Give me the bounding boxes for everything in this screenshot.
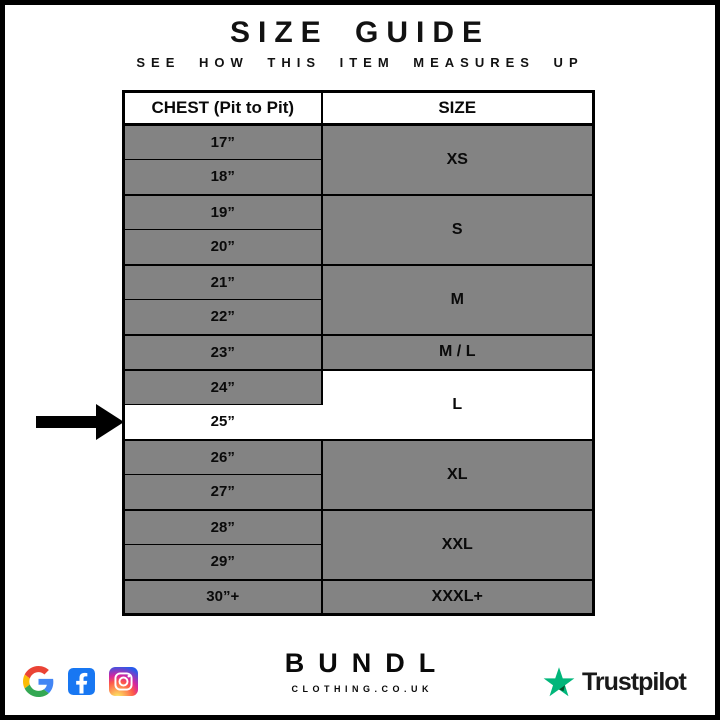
trustpilot-label: Trustpilot <box>582 667 686 696</box>
size-cell: XXXL+ <box>322 580 594 615</box>
table-header-chest: CHEST (Pit to Pit) <box>124 92 322 125</box>
chest-cell: 29” <box>124 545 322 580</box>
table-row <box>124 265 594 300</box>
table-row <box>124 335 594 370</box>
chest-cell: 27” <box>124 475 322 510</box>
pointer-arrow <box>36 404 124 440</box>
chest-cell: 28” <box>124 510 322 545</box>
table-row <box>124 125 594 160</box>
page-subtitle: SEE HOW THIS ITEM MEASURES UP <box>136 55 584 70</box>
chest-cell: 25” <box>124 405 322 440</box>
chest-cell: 22” <box>124 300 322 335</box>
chest-cell: 24” <box>124 370 322 405</box>
size-guide-table <box>122 90 595 616</box>
chest-cell: 17” <box>124 125 322 160</box>
size-cell: M / L <box>322 335 594 370</box>
size-table-body <box>124 125 594 615</box>
size-cell: XS <box>322 125 594 195</box>
chest-cell: 30”+ <box>124 580 322 615</box>
trustpilot-logo[interactable] <box>543 665 686 699</box>
table-row <box>124 510 594 545</box>
chest-cell: 18” <box>124 160 322 195</box>
chest-cell: 19” <box>124 195 322 230</box>
table-row <box>124 370 594 405</box>
size-cell: M <box>322 265 594 335</box>
table-row <box>124 440 594 475</box>
table-row <box>124 195 594 230</box>
chest-cell: 20” <box>124 230 322 265</box>
chest-cell: 21” <box>124 265 322 300</box>
size-cell: L <box>322 370 594 440</box>
size-cell: XL <box>322 440 594 510</box>
chest-cell: 26” <box>124 440 322 475</box>
size-guide-table-wrap <box>122 90 595 616</box>
trustpilot-star-icon <box>543 667 575 698</box>
size-cell: XXL <box>322 510 594 580</box>
table-header-size: SIZE <box>322 92 594 125</box>
chest-cell: 23” <box>124 335 322 370</box>
page-title: SIZE GUIDE <box>229 16 491 49</box>
brand-name: BUNDL <box>284 648 450 678</box>
table-row <box>124 580 594 615</box>
size-cell: S <box>322 195 594 265</box>
table-header-row <box>124 92 594 125</box>
brand-domain: CLOTHING.CO.UK <box>291 684 433 694</box>
